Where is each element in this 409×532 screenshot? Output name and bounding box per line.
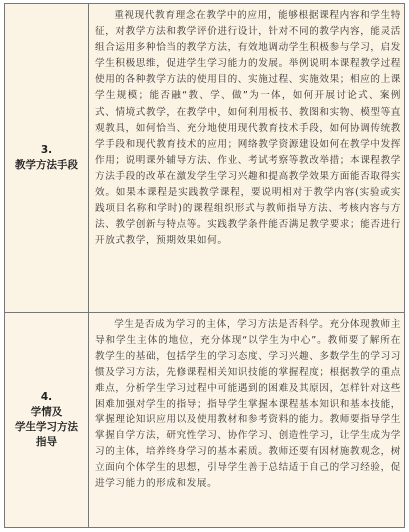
row-number: 4. bbox=[40, 391, 53, 403]
row-content-text: 学生是否成为学习的主体，学习方法是否科学。充分体现教师主导和学生主体的地位，充分体现“以学生为中心”。教师要了解所在教学生的基础，包括学生的学习态度、学习兴趣、多数学生的学习习惯及学习方法，先修课程相关知识技能的掌握程度；根据教学的重点难点，分析学生学习过程中可能遇到的困难及其原因，怎样针对这些困难加强对学生的指导；指导学生掌握本课程基本知识和基本技能，掌握理论知识应用以及使用教材和参考资料的能力。教师要指导学生掌握自学方法，研究性学习、协作学习、创造性学习，让学生成为学习的主体，培养终身学习的基本素质。教师还要有因材施教观念，树立面向个体学生的思想，引导学生善于总结适于自己的学习经验，促进学习能力的形成和发展。 bbox=[95, 319, 401, 490]
row-title-line: 指导 bbox=[36, 436, 57, 448]
row-heading-cell bbox=[5, 4, 89, 312]
row-content-text: 重视现代教育理念在教学中的应用，能够根据课程内容和学生特征，对教学方法和教学评价进行设计，针对不同的教学内容，能灵活组合运用多种恰当的教学方法，有效地调动学生积极参与学习，启发学生积极思维，促进学生学习能力的发展。举例说明本课程教学过程使用的各种教学方法的使用目的、实施过程、实施效果；相应的上课学生规模；能否融“教、学、做”为一体，如何开展讨论式、案例式、情境式教学，在教学中，如何利用板书、教图和实物、模型等直观教具，如何恰当、充分地使用现代教育技术手段，如何协调传统教学手段和现代教育技术的应用；网络教学资源建设如何在教学中发挥作用；说明课外辅导方法、作业、考试考察等教改举措；本课程教学方法手段的改革在激发学生学习兴趣和提高教学效果方面能否取得实效。如果本课程是实践教学课程，要说明相对于教学内容(实验或实践项目名称和学时)的课程组织形式与教师指导方法、考核内容与方法、教学创新与特点等。实践教学条件能否满足教学要求；能否进行开放式教学，预期效果如何。 bbox=[95, 10, 401, 247]
table-row bbox=[5, 313, 404, 527]
table-row bbox=[5, 4, 404, 313]
row-title-line: 学生学习方法 bbox=[15, 421, 78, 433]
row-heading-cell bbox=[5, 313, 89, 527]
criteria-table bbox=[4, 3, 405, 528]
row-title-line: 学情及 bbox=[30, 406, 63, 418]
row-number: 3. bbox=[40, 144, 53, 156]
row-content-cell bbox=[89, 313, 404, 527]
row-title: 教学方法手段 bbox=[15, 159, 78, 171]
row-content-cell bbox=[89, 4, 404, 312]
